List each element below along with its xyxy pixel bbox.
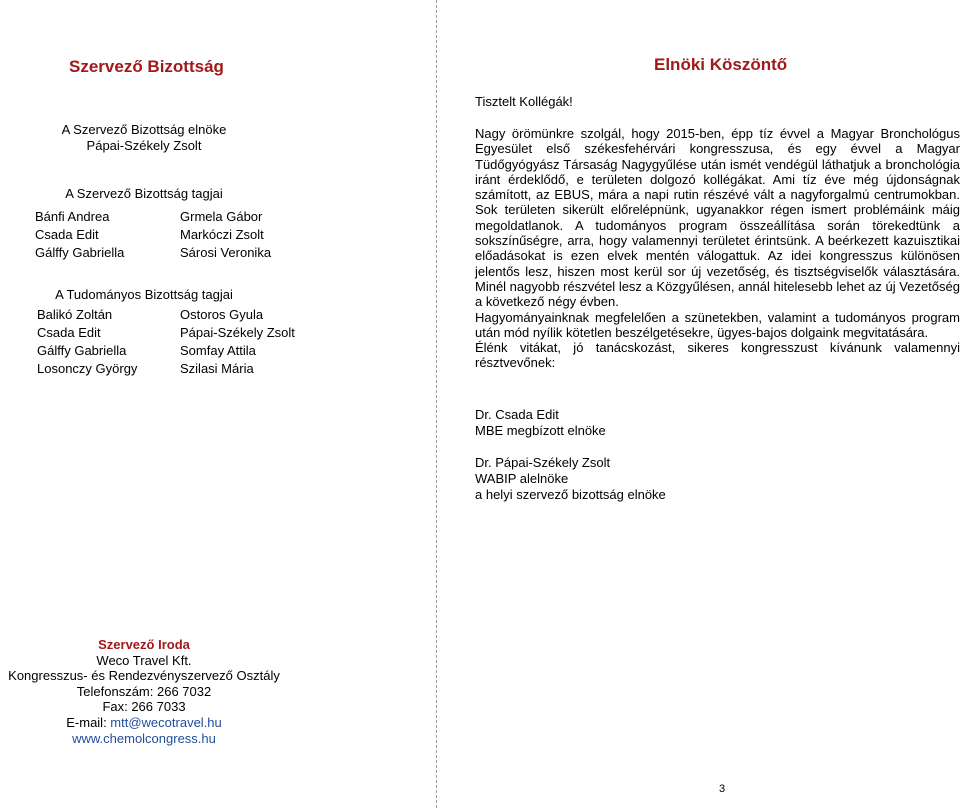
signature-role: a helyi szervező bizottság elnöke (475, 487, 666, 502)
office-company: Weco Travel Kft. (96, 652, 192, 668)
member-name: Grmela Gábor (180, 209, 263, 224)
science-member-name: Somfay Attila (180, 343, 256, 358)
signature-role: WABIP alelnöke (475, 471, 569, 486)
presidential-welcome-heading: Elnöki Köszöntő (654, 55, 788, 74)
science-member-name: Balikó Zoltán (37, 307, 113, 322)
page-divider (436, 0, 437, 808)
members-title: A Szervező Bizottság tagjai (65, 186, 223, 201)
science-col2 (180, 306, 295, 378)
office-email-label: E-mail: (66, 714, 111, 730)
science-member-name: Pápai-Székely Zsolt (180, 325, 295, 340)
welcome-paragraph: Hagyományainknak megfelelően a szünetekben, valamint a tudományos program után mód nyílik kötetlen beszélgetésekre, ügyes-bajos dolgaink megvitatására. (475, 309, 960, 340)
member-name: Markóczi Zsolt (180, 227, 264, 242)
signature-block-2 (475, 455, 666, 503)
office-title: Szervező Iroda (98, 637, 190, 652)
science-member-name: Szilasi Mária (180, 361, 254, 376)
members-col1 (35, 208, 124, 262)
member-name: Bánfi Andrea (35, 209, 110, 224)
page-number: 3 (719, 783, 726, 795)
chair-block (0, 122, 288, 154)
welcome-paragraph: Élénk vitákat, jó tanácskozást, sikeres kongresszust kívánunk valamennyi résztvevőnek: (475, 340, 960, 371)
chair-title: A Szervező Bizottság elnöke (61, 122, 227, 137)
science-member-name: Losonczy György (37, 361, 138, 376)
science-member-name: Csada Edit (37, 325, 101, 340)
office-department: Kongresszus- és Rendezvényszervező Osztály (8, 668, 280, 684)
office-email-line (0, 715, 288, 731)
science-member-name: Ostoros Gyula (180, 307, 264, 322)
office-fax: Fax: 266 7033 (102, 699, 186, 715)
chair-name: Pápai-Székely Zsolt (86, 138, 202, 153)
member-name: Sárosi Veronika (180, 245, 272, 260)
welcome-paragraph: Nagy örömünkre szolgál, hogy 2015-ben, épp tíz évvel a Magyar Bronchológus Egyesület első székesfehérvári kongresszusa, és egy évvel a Magyar Tüdőgyógyász Társaság Nagygyűlése után ismét vendégül láthatjuk a bronchológia iránt érdeklődő, e területen dolgozó kollégákat. Ami tíz éve még újdonságnak számított, az EBUS, mára a napi rutin részévé vált a nagyforgalmú centrumokban. Sok területen sikerült előrelépnünk, ugyanakkor régen ismert problémáink máig megoldatlanok. A tudományos program összeállítása során törekedtünk a sokszínűségre, arra, hogy valamennyi területet érintsünk. A beérkezett kazuisztikai előadásokat is ezen elvek mentén válogattuk. Az idei kongresszus különösen jelentős lesz, hiszen most kerül sor új vezetőség, és tisztségviselők választására. Minél nagyobb részvétel lesz a Közgyűlésen, annál hitelesebb lehet az új Vezetőség a következő négy évben. (475, 126, 960, 310)
members-col2 (180, 208, 271, 262)
signature-role: MBE megbízott elnöke (475, 423, 606, 438)
welcome-body (475, 126, 960, 371)
office-website-link[interactable]: www.chemolcongress.hu (72, 730, 216, 746)
office-email-link[interactable]: mtt@wecotravel.hu (110, 714, 222, 730)
organizing-office-block (0, 637, 288, 746)
greeting: Tisztelt Kollégák! (475, 94, 573, 109)
science-col1 (37, 306, 137, 378)
member-name: Gálffy Gabriella (35, 245, 125, 260)
science-member-name: Gálffy Gabriella (37, 343, 127, 358)
signature-name: Dr. Csada Edit (475, 407, 559, 422)
signature-name: Dr. Pápai-Székely Zsolt (475, 455, 611, 470)
member-name: Csada Edit (35, 227, 99, 242)
organizing-committee-heading: Szervező Bizottság (69, 57, 224, 76)
office-phone: Telefonszám: 266 7032 (76, 683, 212, 699)
science-title: A Tudományos Bizottság tagjai (55, 287, 233, 302)
signature-block-1 (475, 407, 606, 439)
